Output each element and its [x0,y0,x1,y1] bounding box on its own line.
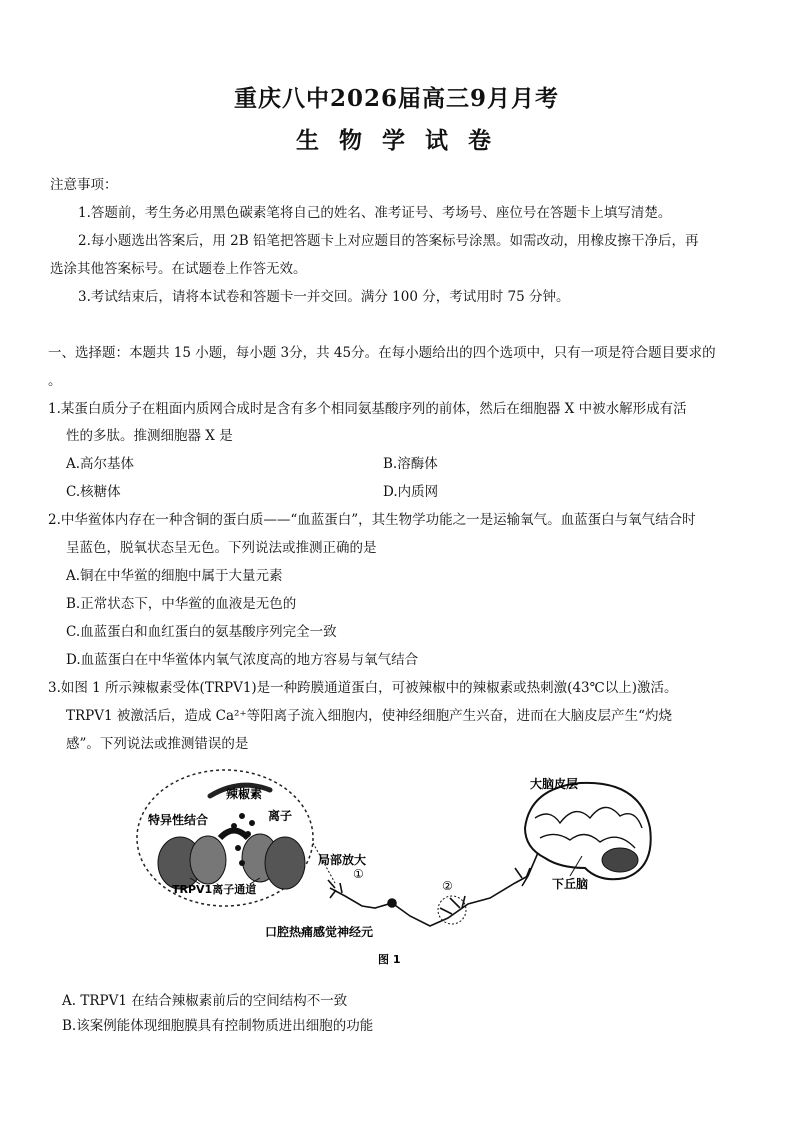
section-heading-line-1: 一、选择题：本题共 15 小题，每小题 3分，共 45分。在每小题给出的四个选项中，只有一项是符合题目要求的 [48,345,716,361]
label-cortex: 大脑皮层 [530,777,579,791]
exam-title: 重庆八中2026届高三9月月考 [233,85,560,112]
label-ion: 离子 [268,809,293,823]
q1-option-a: A.高尔基体 [66,456,135,472]
q3-option-b: B.该案例能体现细胞膜具有控制物质进出细胞的功能 [62,1018,374,1034]
label-hypothalamus: 下丘脑 [552,877,589,891]
trpv1-channel-icon [158,831,305,890]
q1-stem-line-1: 1.某蛋白质分子在粗面内质网合成时是含有多个相同氨基酸序列的前体，然后在细胞器 X 中被水解形成有活 [48,401,687,417]
notice-heading: 注意事项： [50,177,118,193]
notice-item-2-line-2: 选涂其他答案标号。在试题卷上作答无效。 [50,261,307,277]
figure-caption: 图 1 [378,953,401,966]
label-specific-binding: 特异性结合 [148,813,209,827]
q1-option-b: B.溶酶体 [383,456,438,472]
q1-option-d: D.内质网 [383,484,439,500]
marker-1: ① [353,867,364,881]
q3-stem-line-1: 3.如图 1 所示辣椒素受体(TRPV1)是一种跨膜通道蛋白，可被辣椒中的辣椒素或热刺激(43℃以上)激活。 [48,680,678,696]
q2-stem-line-1: 2.中华鲎体内存在一种含铜的蛋白质——“血蓝蛋白”，其生物学功能之一是运输氧气。血蓝蛋白与氧气结合时 [48,512,696,528]
q3-stem-line-3: 感”。下列说法或推测错误的是 [66,736,249,752]
label-sensory-neuron: 口腔热痛感觉神经元 [265,925,374,939]
q1-option-c: C.核糖体 [66,484,121,500]
q3-stem-line-2: TRPV1 被激活后，造成 Ca²⁺等阳离子流入细胞内，使神经细胞产生兴奋，进而在大脑皮层产生“灼烧 [66,708,672,724]
figure-trpv1-diagram [130,768,670,968]
q3-option-a: A. TRPV1 在结合辣椒素前后的空间结构不一致 [62,993,348,1009]
q2-option-d: D.血蓝蛋白在中华鲎体内氧气浓度高的地方容易与氧气结合 [66,652,419,668]
q2-option-a: A.铜在中华鲎的细胞中属于大量元素 [66,568,283,584]
label-capsaicin: 辣椒素 [226,787,263,801]
q2-option-c: C.血蓝蛋白和血红蛋白的氨基酸序列完全一致 [66,624,337,640]
brain-icon [525,783,651,879]
q2-stem-line-2: 呈蓝色，脱氧状态呈无色。下列说法或推测正确的是 [66,540,377,556]
marker-2: ② [442,879,453,893]
exam-subtitle: 生 物 学 试 卷 [295,127,498,154]
section-heading-line-2: 。 [48,373,62,389]
q2-option-b: B.正常状态下，中华鲎的血液是无色的 [66,596,297,612]
notice-item-3: 3.考试结束后，请将本试卷和答题卡一并交回。满分 100 分，考试用时 75 分钟。 [78,289,570,305]
q1-stem-line-2: 性的多肽。推测细胞器 X 是 [66,428,233,444]
notice-item-2-line-1: 2.每小题选出答案后，用 2B 铅笔把答题卡上对应题目的答案标号涂黑。如需改动，用橡皮擦干净后，再 [78,233,699,249]
notice-item-1: 1.答题前，考生务必用黑色碳素笔将自己的姓名、准考证号、考场号、座位号在答题卡上填写清楚。 [78,205,672,221]
label-trpv1-channel: TRPV1离子通道 [172,883,257,896]
label-local-zoom: 局部放大 [318,853,367,867]
